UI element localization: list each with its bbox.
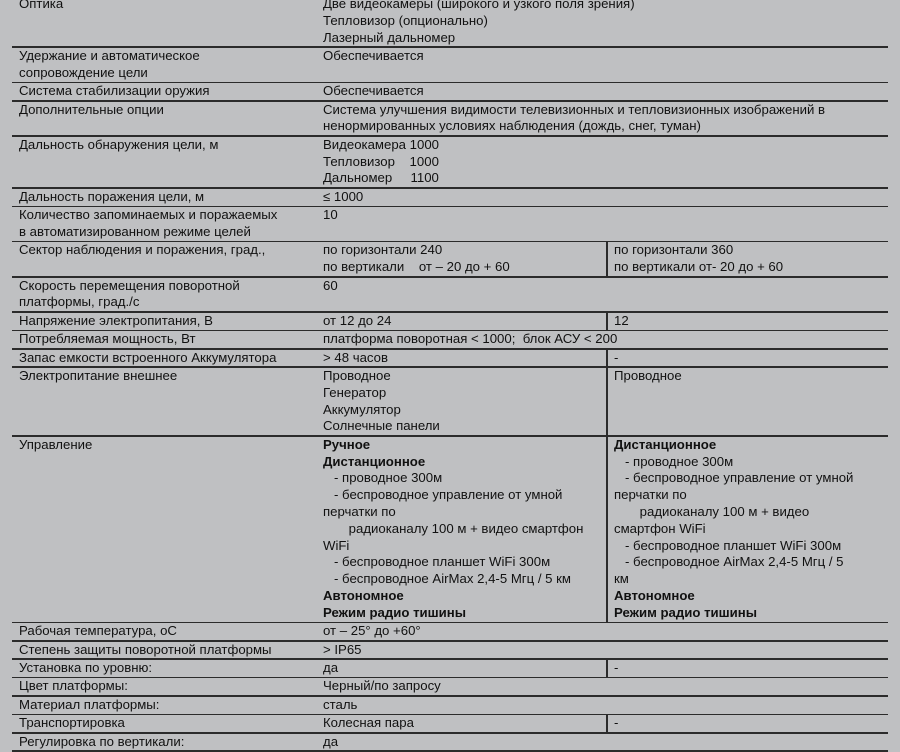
variant-2-value-line: км [614,571,629,587]
variant-1-value-line: Солнечные панели [323,418,440,434]
parameter-value-line: Обеспечивается [323,83,424,99]
variant-1-value-cell [316,660,608,677]
parameter-name-cell [0,207,316,241]
variant-1-value-cell [316,437,608,622]
variant-2-value-cell [608,660,900,677]
variant-2-value-cell [608,437,900,622]
variant-1-value-line: Проводное [323,368,391,383]
parameter-value-line: 60 [323,277,338,293]
parameter-value-cell [316,207,900,241]
parameter-value-cell [316,278,900,312]
parameter-name-line: Потребляемая мощность, Вт [19,331,196,347]
table-row [0,697,900,714]
parameter-value-line: Видеокамера 1000 [323,136,439,152]
variant-2-value-cell [608,242,900,276]
table-row [0,623,900,640]
variant-1-value-line: - беспроводное AirMax 2,4-5 Мгц / 5 км [323,571,571,587]
parameter-value-cell [316,623,900,640]
parameter-name-cell [0,368,316,435]
variant-1-value-line: - беспроводное планшет WiFi 300м [323,554,551,570]
parameter-value-line: Дальномер 1100 [323,170,439,186]
parameter-name-line: платформы, град./с [19,294,140,310]
parameter-name-line: Транспортировка [19,715,125,731]
table-row [0,715,900,732]
variant-2-value-line: - беспроводное планшет WiFi 300м [614,537,842,553]
parameter-name-line: Напряжение электропитания, В [19,312,213,328]
variant-2-value-cell [608,350,900,367]
variant-1-value-line: WiFi [323,537,350,553]
parameter-value-line: Лазерный дальномер [323,29,456,45]
parameter-value-line: да [323,733,339,749]
parameter-name-cell [0,102,316,136]
parameter-name-line: Цвет платформы: [19,678,128,694]
parameter-name-line: Количество запоминаемых и поражаемых [19,207,278,223]
table-row [0,437,900,622]
parameter-name-cell [0,715,316,732]
variant-1-value-line: да [323,660,339,675]
parameter-name-cell [0,678,316,695]
parameter-name-line: Регулировка по вертикали: [19,733,185,749]
variant-1-value-line: по вертикали от – 20 до + 60 [323,259,510,275]
variant-1-value-line: Колесная пара [323,715,414,731]
variant-2-value-line: Дистанционное [614,436,717,452]
parameter-name-line: в автоматизированном режиме целей [19,223,251,239]
table-row [0,207,900,241]
variant-2-value-line: Режим радио тишины [614,604,757,620]
variant-1-value-line: Аккумулятор [323,401,401,417]
variant-2-value-line: - беспроводное AirMax 2,4-5 Мгц / 5 [614,554,844,570]
parameter-value-line: 10 [323,207,338,223]
table-row [0,350,900,367]
variant-2-value-cell [608,368,900,435]
variant-1-value-cell [316,350,608,367]
parameter-name-line: сопровождение цели [19,64,148,80]
table-row [0,189,900,206]
table-row [0,102,900,136]
parameter-name-cell [0,137,316,187]
parameter-name-line: Материал платформы: [19,696,160,712]
parameter-name-line: Установка по уровню: [19,660,153,675]
table-row [0,368,900,435]
parameter-name-cell [0,48,316,82]
parameter-name-cell [0,660,316,677]
parameter-name-line: Запас емкости встроенного Аккумулятора [19,349,277,365]
table-row [0,642,900,659]
parameter-name-cell [0,331,316,348]
variant-1-value-line: Дистанционное [323,453,426,469]
table-row [0,137,900,187]
table-row [0,660,900,677]
variant-2-value-line: - [614,715,619,731]
parameter-name-cell [0,697,316,714]
parameter-value-cell [316,678,900,695]
variant-1-value-cell [316,368,608,435]
parameter-name-cell [0,83,316,100]
parameter-value-line: Тепловизор (опционально) [323,12,488,28]
table-row [0,242,900,276]
parameter-name-line: Оптика [19,0,64,11]
variant-2-value-line: 12 [614,312,629,328]
variant-1-value-line: - проводное 300м [323,470,443,486]
parameter-name-cell [0,0,316,46]
parameter-value-line: > IP65 [323,641,362,657]
parameter-value-line: платформа поворотная < 1000; блок АСУ < 200 [323,331,618,347]
variant-1-value-line: Ручное [323,436,371,452]
parameter-value-cell [316,102,900,136]
parameter-name-line: Удержание и автоматическое [19,48,200,63]
variant-2-value-cell [608,313,900,330]
table-row [0,278,900,312]
variant-2-value-line: - проводное 300м [614,453,734,469]
variant-1-value-line: от 12 до 24 [323,312,392,328]
parameter-name-line: Электропитание внешнее [19,368,178,383]
variant-2-value-line: - [614,660,619,675]
parameter-value-line: от – 25° до +60° [323,623,421,639]
parameter-name-cell [0,313,316,330]
parameter-value-line: сталь [323,696,358,712]
variant-2-value-line: смартфон WiFi [614,520,706,536]
variant-1-value-line: > 48 часов [323,349,388,365]
parameter-value-cell [316,189,900,206]
parameter-value-line: Тепловизор 1000 [323,153,439,169]
parameter-name-line: Дальность поражения цели, м [19,188,205,204]
parameter-name-cell [0,350,316,367]
parameter-value-cell [316,734,900,751]
table-row [0,734,900,751]
variant-2-value-line: по горизонтали 360 [614,242,734,258]
parameter-value-line: ненормированных условиях наблюдения (дождь, снег, туман) [323,118,701,134]
parameter-name-line: Дальность обнаружения цели, м [19,136,219,152]
variant-1-value-line: Режим радио тишины [323,604,466,620]
variant-2-value-line: перчатки по [614,487,687,503]
variant-1-value-line: - беспроводное управление от умной [323,487,563,503]
parameter-name-cell [0,437,316,622]
parameter-value-cell [316,642,900,659]
table-row [0,0,900,46]
parameter-value-cell [316,137,900,187]
parameter-name-line: Степень защиты поворотной платформы [19,641,272,657]
variant-2-value-line: по вертикали от- 20 до + 60 [614,259,784,275]
variant-2-value-line: - беспроводное управление от умной [614,470,854,486]
variant-2-value-line: Автономное [614,587,695,603]
parameter-value-cell [316,83,900,100]
variant-1-value-cell [316,242,608,276]
parameter-value-cell [316,0,900,46]
table-row [0,678,900,695]
parameter-name-line: Дополнительные опции [19,101,164,117]
table-row [0,48,900,82]
variant-1-value-line: перчатки по [323,503,396,519]
parameter-name-line: Скорость перемещения поворотной [19,277,240,293]
variant-2-value-line: - [614,349,619,365]
table-row [0,83,900,100]
parameter-name-cell [0,189,316,206]
variant-1-value-cell [316,715,608,732]
parameter-name-line: Система стабилизации оружия [19,83,210,99]
variant-1-value-cell [316,313,608,330]
table-row [0,331,900,348]
table-row [0,313,900,330]
variant-1-value-line: радиоканалу 100 м + видео смартфон [323,520,584,536]
parameter-value-line: Две видеокамеры (широкого и узкого поля зрения) [323,0,635,11]
parameter-value-line: Черный/по запросу [323,678,441,694]
variant-1-value-line: Автономное [323,587,404,603]
parameter-value-cell [316,697,900,714]
parameter-name-cell [0,642,316,659]
parameter-name-cell [0,623,316,640]
parameter-value-cell [316,331,900,348]
parameter-name-cell [0,278,316,312]
parameter-value-line: Система улучшения видимости телевизионных и тепловизионных изображений в [323,101,825,117]
variant-1-value-line: по горизонтали 240 [323,242,443,258]
parameter-value-cell [316,48,900,82]
variant-2-value-line: радиоканалу 100 м + видео [614,503,810,519]
parameter-name-line: Рабочая температура, оС [19,623,177,639]
parameter-name-cell [0,242,316,276]
variant-2-value-cell [608,715,900,732]
parameter-name-cell [0,734,316,751]
variant-2-value-line: Проводное [614,368,682,383]
variant-1-value-line: Генератор [323,384,387,400]
parameter-value-line: ≤ 1000 [323,188,364,204]
parameter-name-line: Сектор наблюдения и поражения, град., [19,242,266,258]
parameter-value-line: Обеспечивается [323,48,424,63]
parameter-name-line: Управление [19,436,93,452]
